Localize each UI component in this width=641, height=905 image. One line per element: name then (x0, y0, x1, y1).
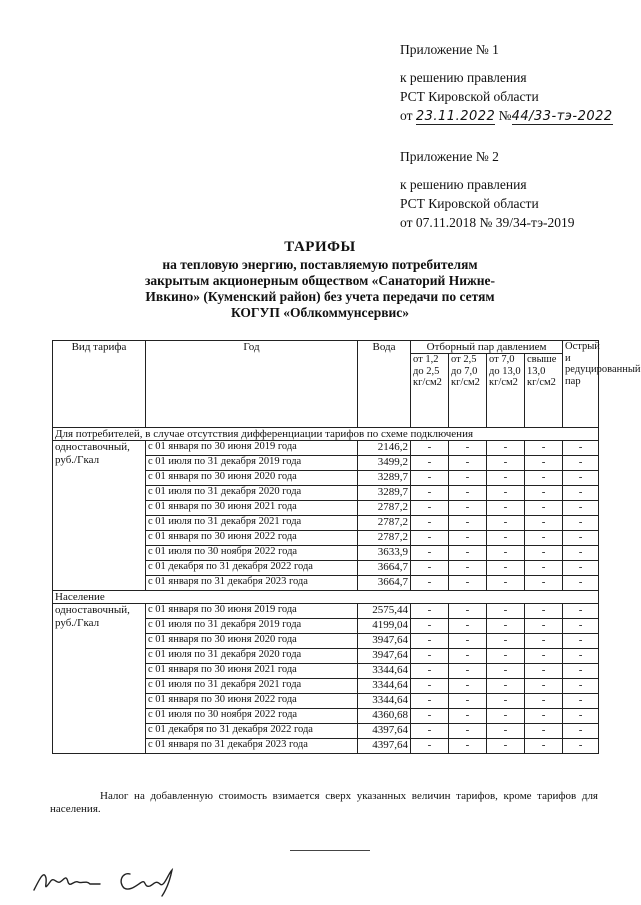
empty-tariff-cell: - (487, 441, 525, 456)
empty-tariff-cell: - (563, 679, 599, 694)
empty-tariff-cell: - (449, 471, 487, 486)
appendix-1-title: Приложение № 1 (400, 42, 499, 57)
empty-tariff-cell: - (449, 441, 487, 456)
empty-tariff-cell: - (411, 724, 449, 739)
appendix-2-date-number: от 07.11.2018 № 39/34-тэ-2019 (400, 215, 575, 230)
water-tariff-cell: 3289,7 (358, 486, 411, 501)
water-tariff-cell: 2146,2 (358, 441, 411, 456)
header-kind: Вид тарифа (53, 341, 146, 428)
water-tariff-cell: 3947,64 (358, 649, 411, 664)
water-tariff-cell: 3344,64 (358, 664, 411, 679)
empty-tariff-cell: - (411, 486, 449, 501)
empty-tariff-cell: - (487, 649, 525, 664)
empty-tariff-cell: - (525, 604, 563, 619)
empty-tariff-cell: - (487, 739, 525, 754)
water-tariff-cell: 2575,44 (358, 604, 411, 619)
period-cell: с 01 декабря по 31 декабря 2022 года (146, 724, 358, 739)
empty-tariff-cell: - (525, 561, 563, 576)
empty-tariff-cell: - (487, 634, 525, 649)
water-tariff-cell: 3289,7 (358, 471, 411, 486)
period-cell: с 01 января по 31 декабря 2023 года (146, 576, 358, 591)
empty-tariff-cell: - (487, 604, 525, 619)
table-row (53, 604, 599, 619)
empty-tariff-cell: - (525, 649, 563, 664)
empty-tariff-cell: - (525, 546, 563, 561)
heading-line-3: Ивкино» (Куменский район) без учета передачи по сетям (145, 289, 495, 304)
empty-tariff-cell: - (449, 679, 487, 694)
empty-tariff-cell: - (411, 441, 449, 456)
water-tariff-cell: 2787,2 (358, 501, 411, 516)
period-cell: с 01 января по 31 декабря 2023 года (146, 739, 358, 754)
appendix-2-org: РСТ Кировской области (400, 196, 539, 211)
empty-tariff-cell: - (411, 471, 449, 486)
appendix-1-decision: к решению правления (400, 70, 527, 85)
header-water: Вода (358, 341, 411, 428)
empty-tariff-cell: - (525, 441, 563, 456)
empty-tariff-cell: - (487, 679, 525, 694)
empty-tariff-cell: - (563, 531, 599, 546)
empty-tariff-cell: - (487, 724, 525, 739)
empty-tariff-cell: - (487, 486, 525, 501)
empty-tariff-cell: - (525, 486, 563, 501)
empty-tariff-cell: - (563, 516, 599, 531)
empty-tariff-cell: - (449, 634, 487, 649)
period-cell: с 01 июля по 31 декабря 2021 года (146, 679, 358, 694)
empty-tariff-cell: - (449, 516, 487, 531)
empty-tariff-cell: - (525, 619, 563, 634)
heading-line-1: на тепловую энергию, поставляемую потребителям (162, 257, 478, 272)
empty-tariff-cell: - (411, 649, 449, 664)
empty-tariff-cell: - (525, 471, 563, 486)
empty-tariff-cell: - (525, 739, 563, 754)
empty-tariff-cell: - (449, 724, 487, 739)
empty-tariff-cell: - (563, 724, 599, 739)
vat-note: Налог на добавленную стоимость взимается сверх указанных величин тарифов, кроме тарифов для населения. (50, 790, 598, 815)
header-year: Год (146, 341, 358, 428)
water-tariff-cell: 3633,9 (358, 546, 411, 561)
empty-tariff-cell: - (563, 456, 599, 471)
empty-tariff-cell: - (487, 531, 525, 546)
section-title-2: Население (53, 591, 599, 604)
empty-tariff-cell: - (449, 649, 487, 664)
empty-tariff-cell: - (449, 709, 487, 724)
empty-tariff-cell: - (411, 516, 449, 531)
empty-tariff-cell: - (525, 664, 563, 679)
empty-tariff-cell: - (563, 739, 599, 754)
empty-tariff-cell: - (563, 501, 599, 516)
empty-tariff-cell: - (411, 694, 449, 709)
heading-line-2: закрытым акционерным обществом «Санаторий Нижне- (144, 273, 496, 288)
empty-tariff-cell: - (411, 604, 449, 619)
empty-tariff-cell: - (525, 634, 563, 649)
empty-tariff-cell: - (411, 634, 449, 649)
appendix-2-block (400, 147, 575, 232)
empty-tariff-cell: - (563, 486, 599, 501)
water-tariff-cell: 4360,68 (358, 709, 411, 724)
empty-tariff-cell: - (563, 604, 599, 619)
empty-tariff-cell: - (487, 709, 525, 724)
tariff-kind-1: одноставочный, руб./Гкал (53, 441, 146, 591)
water-tariff-cell: 3664,7 (358, 576, 411, 591)
period-cell: с 01 января по 30 июня 2019 года (146, 441, 358, 456)
empty-tariff-cell: - (411, 679, 449, 694)
header-live-steam: Острый и редуцированный пар (563, 341, 599, 428)
empty-tariff-cell: - (487, 501, 525, 516)
tariffs-table (52, 340, 641, 754)
empty-tariff-cell: - (563, 709, 599, 724)
empty-tariff-cell: - (411, 456, 449, 471)
period-cell: с 01 июля по 31 декабря 2021 года (146, 516, 358, 531)
period-cell: с 01 января по 30 июня 2021 года (146, 664, 358, 679)
empty-tariff-cell: - (449, 694, 487, 709)
tariffs-table-body (53, 428, 599, 754)
empty-tariff-cell: - (525, 679, 563, 694)
appendix-1-number-handwritten: 44/33-тэ-2022 (511, 109, 613, 124)
empty-tariff-cell: - (563, 561, 599, 576)
appendix-1-org: РСТ Кировской области (400, 89, 539, 104)
appendix-1-number-prefix: № (498, 108, 512, 123)
period-cell: с 01 июля по 31 декабря 2020 года (146, 649, 358, 664)
empty-tariff-cell: - (411, 576, 449, 591)
header-steam-2: от 2,5 до 7,0 кг/см2 (449, 354, 487, 428)
empty-tariff-cell: - (411, 561, 449, 576)
header-steam-1: от 1,2 до 2,5 кг/см2 (411, 354, 449, 428)
empty-tariff-cell: - (449, 486, 487, 501)
header-steam-4: свыше 13,0 кг/см2 (525, 354, 563, 428)
empty-tariff-cell: - (563, 619, 599, 634)
signature-divider (290, 850, 370, 851)
empty-tariff-cell: - (449, 546, 487, 561)
empty-tariff-cell: - (487, 694, 525, 709)
period-cell: с 01 января по 30 июня 2020 года (146, 471, 358, 486)
empty-tariff-cell: - (411, 664, 449, 679)
empty-tariff-cell: - (563, 634, 599, 649)
water-tariff-cell: 3664,7 (358, 561, 411, 576)
empty-tariff-cell: - (449, 456, 487, 471)
empty-tariff-cell: - (411, 739, 449, 754)
water-tariff-cell: 3344,64 (358, 694, 411, 709)
appendix-1-date-handwritten: 23.11.2022 (415, 109, 496, 124)
water-tariff-cell: 3344,64 (358, 679, 411, 694)
appendix-2-title: Приложение № 2 (400, 149, 499, 164)
empty-tariff-cell: - (525, 724, 563, 739)
empty-tariff-cell: - (563, 664, 599, 679)
empty-tariff-cell: - (449, 531, 487, 546)
header-steam-group: Отборный пар давлением (411, 341, 563, 354)
empty-tariff-cell: - (487, 516, 525, 531)
empty-tariff-cell: - (411, 709, 449, 724)
empty-tariff-cell: - (525, 576, 563, 591)
heading-title: ТАРИФЫ (284, 239, 356, 255)
tariff-kind-2: одноставочный, руб./Гкал (53, 604, 146, 754)
empty-tariff-cell: - (563, 441, 599, 456)
empty-tariff-cell: - (563, 649, 599, 664)
empty-tariff-cell: - (563, 546, 599, 561)
empty-tariff-cell: - (563, 694, 599, 709)
period-cell: с 01 июля по 31 декабря 2019 года (146, 619, 358, 634)
heading-line-4: КОГУП «Облкоммунсервис» (230, 305, 410, 320)
water-tariff-cell: 4397,64 (358, 724, 411, 739)
appendix-1-block (400, 40, 613, 125)
empty-tariff-cell: - (525, 531, 563, 546)
empty-tariff-cell: - (487, 664, 525, 679)
empty-tariff-cell: - (487, 561, 525, 576)
empty-tariff-cell: - (449, 501, 487, 516)
empty-tariff-cell: - (411, 619, 449, 634)
empty-tariff-cell: - (525, 709, 563, 724)
empty-tariff-cell: - (487, 456, 525, 471)
period-cell: с 01 июля по 31 декабря 2020 года (146, 486, 358, 501)
water-tariff-cell: 2787,2 (358, 516, 411, 531)
water-tariff-cell: 4199,04 (358, 619, 411, 634)
empty-tariff-cell: - (487, 576, 525, 591)
appendix-1-date-number (400, 106, 613, 125)
empty-tariff-cell: - (563, 576, 599, 591)
water-tariff-cell: 3499,2 (358, 456, 411, 471)
empty-tariff-cell: - (525, 694, 563, 709)
empty-tariff-cell: - (487, 619, 525, 634)
section-title-1: Для потребителей, в случае отсутствия дифференциации тарифов по схеме подключения (53, 428, 599, 441)
period-cell: с 01 июля по 30 ноября 2022 года (146, 709, 358, 724)
empty-tariff-cell: - (525, 456, 563, 471)
empty-tariff-cell: - (525, 516, 563, 531)
water-tariff-cell: 3947,64 (358, 634, 411, 649)
appendix-2-decision: к решению правления (400, 177, 527, 192)
period-cell: с 01 января по 30 июня 2019 года (146, 604, 358, 619)
empty-tariff-cell: - (487, 546, 525, 561)
period-cell: с 01 января по 30 июня 2022 года (146, 694, 358, 709)
empty-tariff-cell: - (449, 619, 487, 634)
water-tariff-cell: 4397,64 (358, 739, 411, 754)
empty-tariff-cell: - (487, 471, 525, 486)
header-steam-3: от 7,0 до 13,0 кг/см2 (487, 354, 525, 428)
period-cell: с 01 июля по 30 ноября 2022 года (146, 546, 358, 561)
period-cell: с 01 июля по 31 декабря 2019 года (146, 456, 358, 471)
period-cell: с 01 января по 30 июня 2021 года (146, 501, 358, 516)
empty-tariff-cell: - (411, 531, 449, 546)
empty-tariff-cell: - (449, 604, 487, 619)
empty-tariff-cell: - (411, 501, 449, 516)
period-cell: с 01 декабря по 31 декабря 2022 года (146, 561, 358, 576)
empty-tariff-cell: - (449, 739, 487, 754)
empty-tariff-cell: - (449, 576, 487, 591)
empty-tariff-cell: - (449, 664, 487, 679)
empty-tariff-cell: - (563, 471, 599, 486)
handwritten-initials (30, 860, 210, 900)
water-tariff-cell: 2787,2 (358, 531, 411, 546)
table-row (53, 441, 599, 456)
empty-tariff-cell: - (525, 501, 563, 516)
period-cell: с 01 января по 30 июня 2022 года (146, 531, 358, 546)
document-heading (80, 239, 560, 321)
appendix-1-date-prefix: от (400, 108, 413, 123)
empty-tariff-cell: - (411, 546, 449, 561)
period-cell: с 01 января по 30 июня 2020 года (146, 634, 358, 649)
empty-tariff-cell: - (449, 561, 487, 576)
